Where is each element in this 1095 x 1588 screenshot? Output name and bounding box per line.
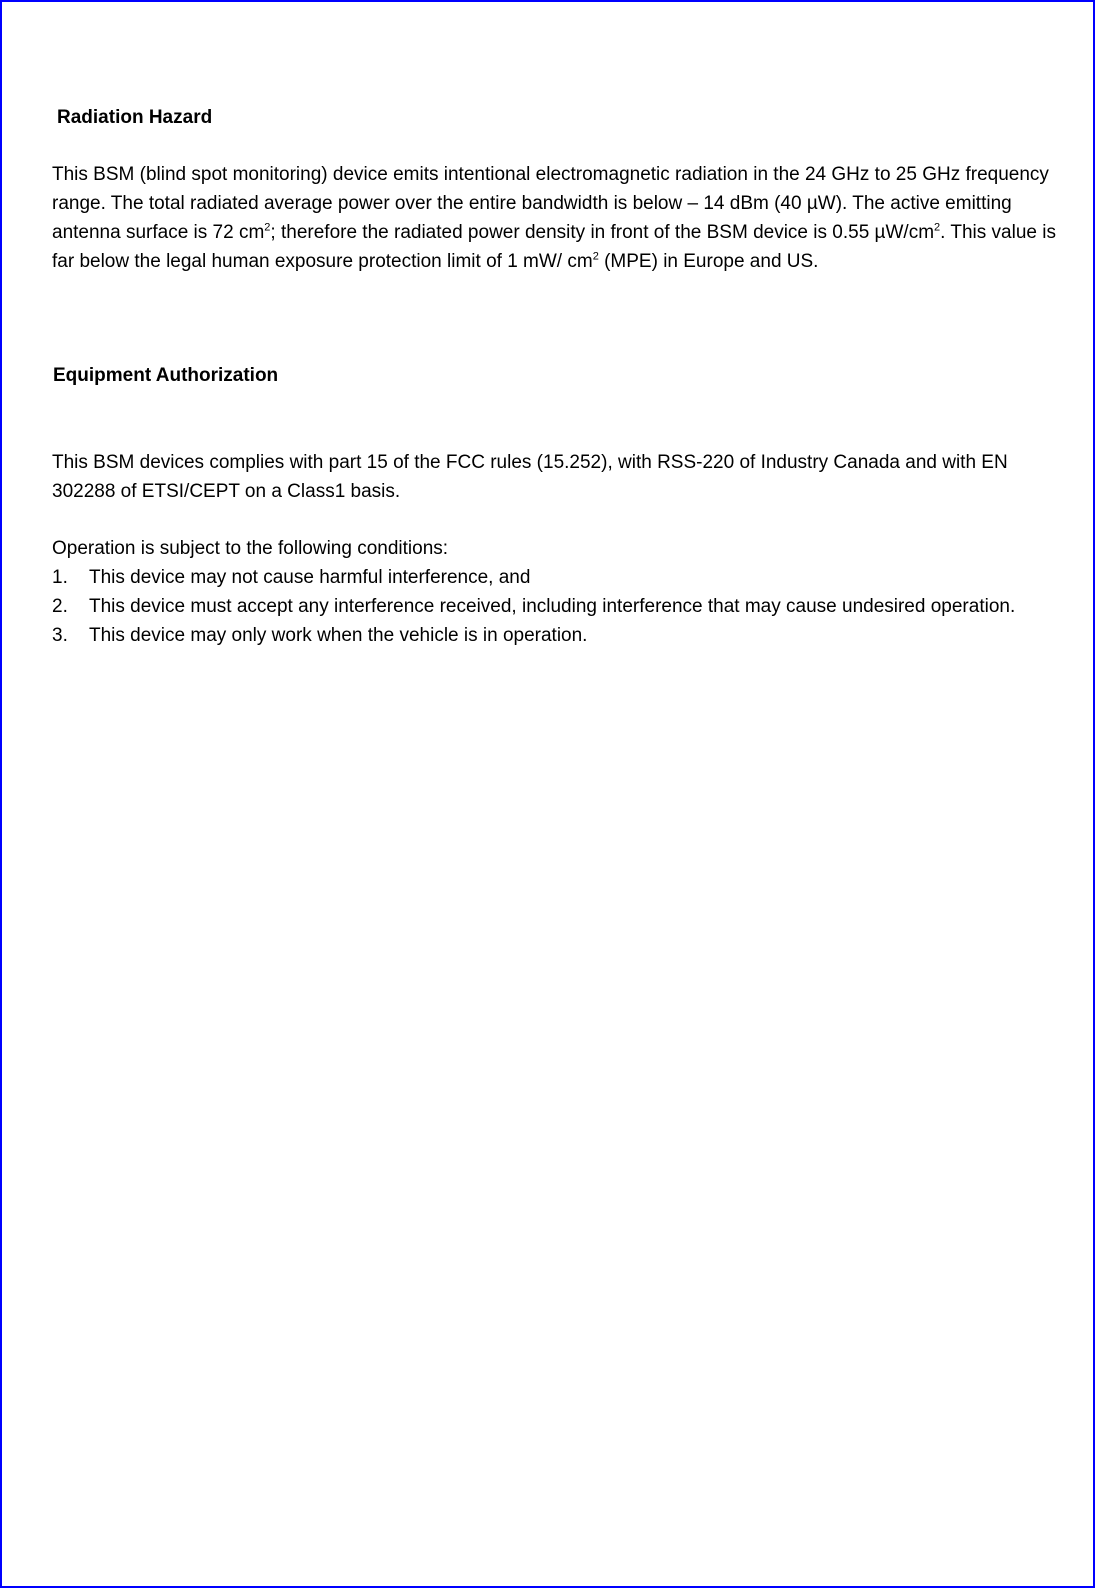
condition-text: This device may only work when the vehicle is in operation. (89, 625, 588, 646)
condition-item (52, 621, 1062, 650)
radiation-text-part-3: . This value is far below the legal human exposure protection limit of 1 mW/ cm (52, 222, 1056, 272)
condition-text: This device must accept any interference received, including interference that may cause undesired operation. (89, 596, 1016, 617)
conditions-list (52, 563, 1062, 650)
radiation-hazard-heading: Radiation Hazard (57, 107, 213, 128)
radiation-hazard-paragraph (52, 160, 1062, 276)
authorization-paragraph: This BSM devices complies with part 15 of the FCC rules (15.252), with RSS-220 of Industry Canada and with EN 302288 of ETSI/CEPT on a Class1 basis. (52, 452, 1008, 502)
condition-item (52, 592, 1062, 621)
condition-text: This device may not cause harmful interference, and (89, 567, 531, 588)
equipment-authorization-heading: Equipment Authorization (53, 365, 279, 386)
conditions-intro: Operation is subject to the following conditions: (52, 538, 449, 559)
radiation-text-part-2: ; therefore the radiated power density in front of the BSM device is 0.55 µW/cm (270, 222, 935, 243)
condition-number: 3. (52, 625, 68, 646)
condition-number: 1. (52, 567, 68, 588)
superscript-2: 2 (934, 221, 941, 234)
superscript-2: 2 (592, 250, 599, 263)
radiation-text-part-1: This BSM (blind spot monitoring) device emits intentional electromagnetic radiation in the 24 GHz to 25 GHz frequency range. The total radiated average power over the entire bandwidth is below – 14 dBm (40 µW). The active emitting antenna surface is 72 cm (52, 164, 1049, 243)
condition-item (52, 563, 1062, 592)
superscript-2: 2 (264, 221, 271, 234)
condition-number: 2. (52, 596, 68, 617)
radiation-text-part-4: (MPE) in Europe and US. (598, 251, 819, 272)
